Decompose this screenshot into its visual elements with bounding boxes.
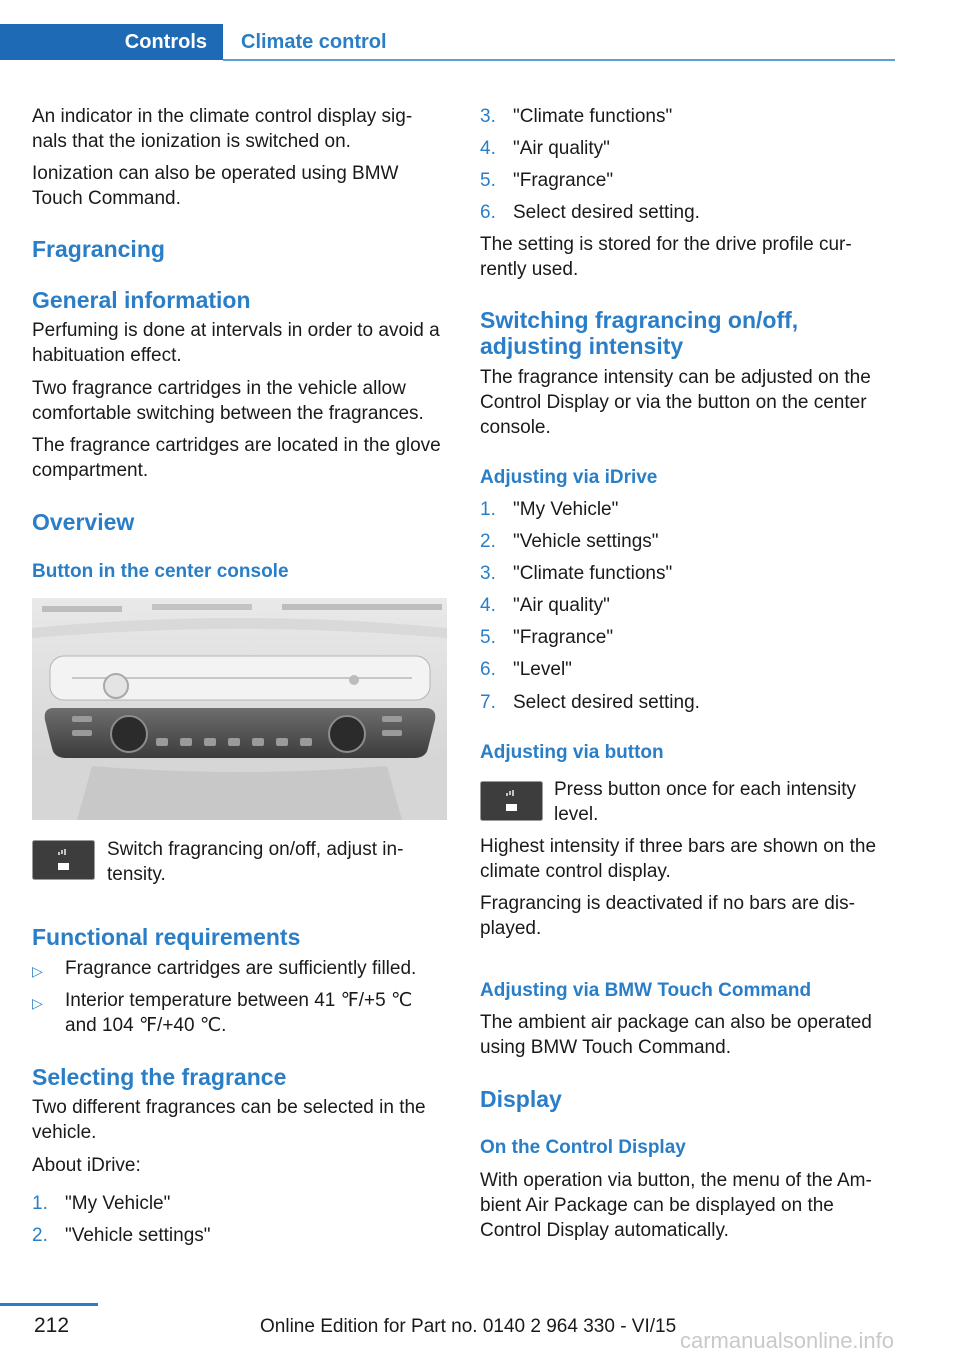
heading-selecting-fragrance: Selecting the fragrance — [32, 1064, 287, 1090]
triangle-bullet-icon: ▷ — [32, 995, 43, 1011]
heading-on-control-display: On the Control Display — [480, 1137, 686, 1158]
step-text: "Air quality" — [513, 138, 610, 159]
paragraph: Highest intensity if three bars are shown on the climate control display. — [480, 836, 877, 882]
requirement-text: Interior temperature between 41 ℉/+5 ℃ and 104 ℉/+40 ℃. — [65, 990, 413, 1036]
section-title[interactable]: Climate control — [241, 31, 387, 53]
step-number: 5. — [480, 170, 496, 191]
requirement-text: Fragrance cartridges are sufficiently filled. — [65, 958, 417, 979]
page-header — [0, 24, 895, 62]
step-number: 4. — [480, 138, 496, 159]
step-text: "Vehicle settings" — [513, 531, 659, 552]
paragraph: The ambient air package can also be operated using BMW Touch Command. — [480, 1012, 872, 1058]
step-number: 2. — [480, 531, 496, 552]
footer-rule — [0, 1303, 98, 1306]
paragraph: Ionization can also be operated using BMW Touch Command. — [32, 163, 399, 209]
step-number: 1. — [480, 499, 496, 520]
step-text: "Fragrance" — [513, 170, 614, 191]
step-text: "My Vehicle" — [65, 1193, 171, 1214]
heading-adjusting-via-button: Adjusting via button — [480, 742, 664, 763]
fragrance-button-icon — [32, 840, 95, 880]
heading-switching-fragrancing: Switching fragrancing on/off, adjusting intensity — [480, 307, 799, 359]
step-text: "Climate functions" — [513, 106, 673, 127]
step-number: 5. — [480, 627, 496, 648]
paragraph: Two fragrance cartridges in the vehicle allow comfortable switching between the fragrances. — [32, 378, 424, 424]
paragraph: The setting is stored for the drive profile cur‐ rently used. — [480, 234, 852, 280]
center-console-photo — [32, 598, 447, 820]
step-text: Select desired setting. — [513, 202, 700, 223]
heading-overview: Overview — [32, 509, 135, 535]
step-number: 3. — [480, 563, 496, 584]
step-number: 3. — [480, 106, 496, 127]
step-text: "Level" — [513, 659, 572, 680]
step-number: 7. — [480, 692, 496, 713]
paragraph: An indicator in the climate control display sig‐ nals that the ionization is switched on. — [32, 106, 413, 152]
paragraph: With operation via button, the menu of the Am‐ bient Air Package can be displayed on the Control Display automatically. — [480, 1170, 872, 1241]
chapter-tab[interactable]: Controls — [0, 24, 223, 60]
paragraph: Two different fragrances can be selected in the vehicle. — [32, 1097, 426, 1143]
step-text: "Air quality" — [513, 595, 610, 616]
heading-general-information: General information — [32, 287, 251, 313]
center-console-illustration — [32, 598, 447, 820]
watermark: carmanualsonline.info — [680, 1328, 895, 1353]
triangle-bullet-icon: ▷ — [32, 963, 43, 979]
button-description: Switch fragrancing on/off, adjust in‐ tensity. — [107, 839, 404, 885]
step-number: 6. — [480, 659, 496, 680]
step-text: "Fragrance" — [513, 627, 614, 648]
page-number: 212 — [34, 1314, 70, 1337]
step-number: 4. — [480, 595, 496, 616]
paragraph: About iDrive: — [32, 1155, 141, 1176]
step-text: Select desired setting. — [513, 692, 700, 713]
heading-adjusting-via-idrive: Adjusting via iDrive — [480, 467, 658, 488]
edition-text: Online Edition for Part no. 0140 2 964 330 - VI/15 — [260, 1316, 677, 1337]
step-number: 2. — [32, 1225, 48, 1246]
heading-functional-requirements: Functional requirements — [32, 924, 301, 950]
fragrance-button-icon — [480, 781, 543, 821]
heading-button-center-console: Button in the center console — [32, 561, 289, 582]
step-text: "Climate functions" — [513, 563, 673, 584]
paragraph: Perfuming is done at intervals in order to avoid a habituation effect. — [32, 320, 440, 366]
step-text: "Vehicle settings" — [65, 1225, 211, 1246]
header-rule — [223, 59, 895, 61]
heading-display: Display — [480, 1086, 562, 1112]
button-description: Press button once for each intensity level. — [554, 779, 857, 825]
heading-adjusting-via-touch-command: Adjusting via BMW Touch Command — [480, 980, 812, 1001]
paragraph: The fragrance cartridges are located in the glove compartment. — [32, 435, 441, 481]
heading-fragrancing: Fragrancing — [32, 236, 165, 262]
paragraph: The fragrance intensity can be adjusted on the Control Display or via the button on the center console. — [480, 367, 871, 438]
step-number: 6. — [480, 202, 496, 223]
step-text: "My Vehicle" — [513, 499, 619, 520]
paragraph: Fragrancing is deactivated if no bars are dis‐ played. — [480, 893, 855, 939]
step-number: 1. — [32, 1193, 48, 1214]
